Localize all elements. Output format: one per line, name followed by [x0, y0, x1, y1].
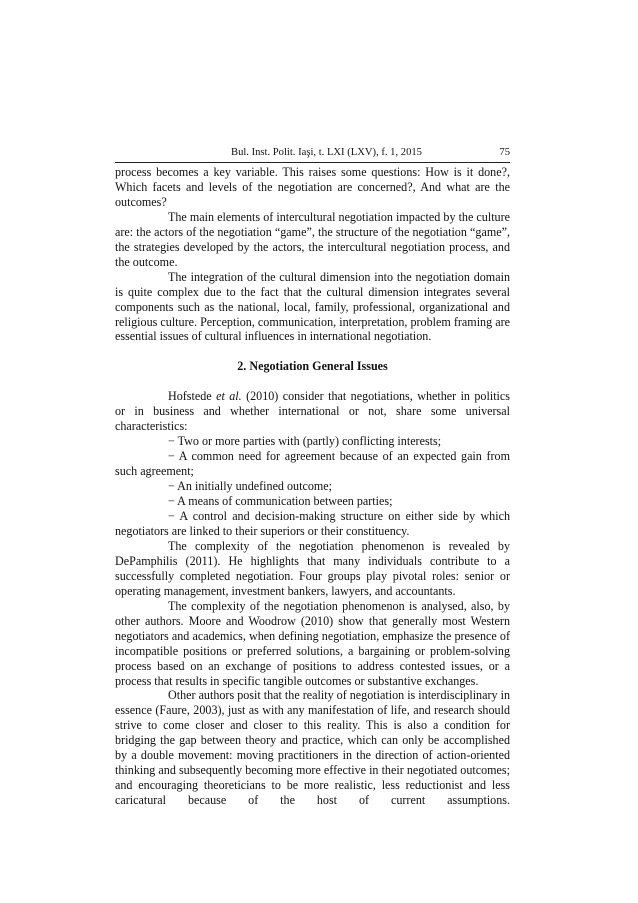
paragraph-2: The main elements of intercultural negotiation impacted by the culture are: the actors of the negotiation “game”, the structure of the negotiation “game”, the strategies developed by the actors, the intercultural negotiation process, and the outcome. — [115, 209, 510, 269]
spacer — [115, 374, 510, 389]
list-item: − A control and decision-making structure on either side by which negotiators are linked to their superiors or their constituency. — [115, 509, 510, 538]
paragraph-3: The integration of the cultural dimension into the negotiation domain is quite complex due to the fact that the cultural dimension integrates several components such as the national, local, family, professional, organizational and religious culture. Perception, communication, interpretation, problem framing are essential issues of cultural influences in international negotiation. — [115, 269, 510, 344]
citation-etal: et al. — [216, 389, 242, 404]
paragraph-6: The complexity of the negotiation phenomenon is analysed, also, by other authors. Moore and Woodrow (2010) show that generally most Western negotiators and academics, when defining negotiation, emphasize the presence of incompatible positions or preferred solutions, a bargaining or problem-solving process based on an exchange of positions to address contested issues, or a process that results in specific tangible outcomes or substantive exchanges. — [115, 598, 510, 688]
list-item: − An initially undefined outcome; — [168, 479, 333, 494]
running-title: Bul. Inst. Polit. Iaşi, t. LXI (LXV), f. 1, 2015 — [231, 147, 422, 158]
paragraph-5: The complexity of the negotiation phenomenon is revealed by DePamphilis (2011). He highlights that many individuals contribute to a successfully completed negotiation. Four groups play pivotal roles: senior or operating management, investment bankers, lawyers, and accountants. — [115, 538, 510, 598]
list-item: − A common need for agreement because of an expected gain from such agreement; — [115, 449, 510, 479]
citation-author: Hofstede — [168, 389, 217, 404]
section-heading: 2. Negotiation General Issues — [237, 359, 388, 374]
running-header — [115, 146, 510, 160]
paragraph-4 — [115, 389, 510, 434]
header-rule — [115, 162, 510, 163]
body-text — [115, 165, 510, 808]
list-item: − Two or more parties with (partly) conflicting interests; — [168, 434, 442, 449]
paragraph-4-text: (2010) consider that negotiations, whether in politics or in business and whether international or not, share some universal characteristics: — [115, 389, 510, 434]
paragraph-1: process becomes a key variable. This raises some questions: How is it done?, Which facets and levels of the negotiation are concerned?, And what are the outcomes? — [115, 165, 510, 209]
paragraph-7: Other authors posit that the reality of negotiation is interdisciplinary in essence (Faure, 2003), just as with any manifestation of life, and research should strive to come closer and closer to this reality. This is also a condition for bridging the gap between theory and practice, which can only be accomplished by a double movement: moving practitioners in the direction of action-oriented thinking and subsequently becoming more effective in their negotiated outcomes; and encouraging theoreticians to be more realistic, less reductionist and less caricatural because of the host of current assumptions. — [115, 688, 510, 808]
page-number: 75 — [499, 147, 510, 158]
spacer — [115, 344, 510, 359]
list-item: − A means of communication between parties; — [168, 494, 393, 509]
